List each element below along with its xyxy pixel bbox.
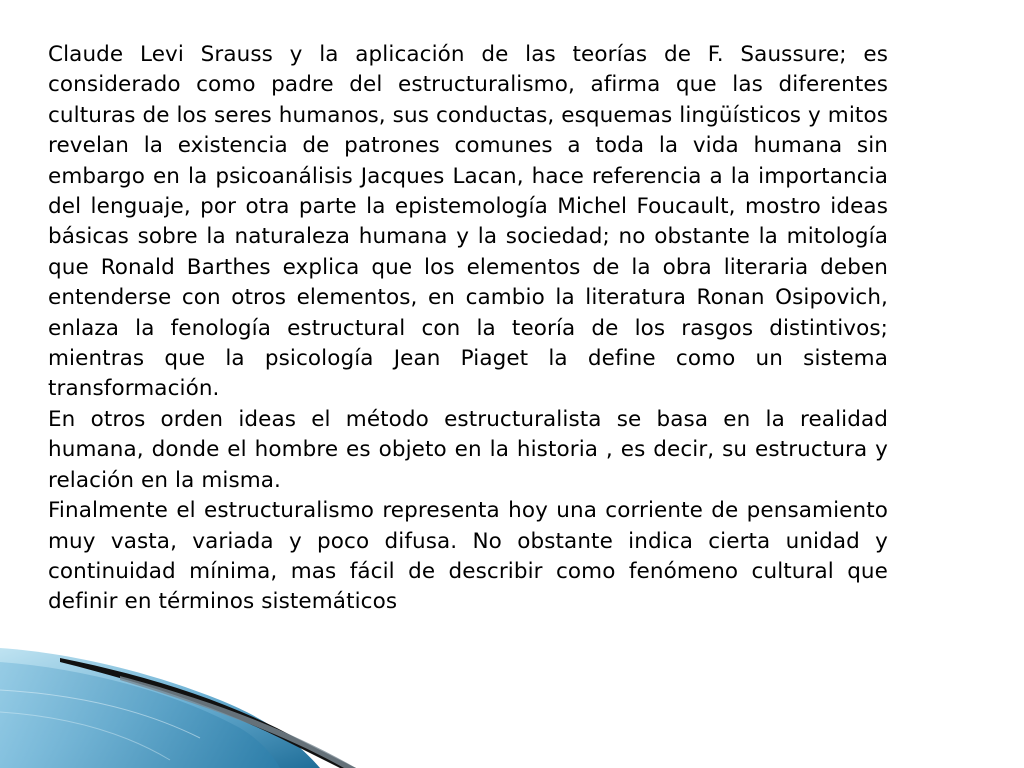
body-text — [48, 40, 888, 618]
dark-diagonal-stripe — [60, 658, 356, 768]
paragraph-1: Claude Levi Srauss y la aplicación de las teorías de F. Saussure; es considerado como padre del estructuralismo, afirma que las diferentes culturas de los seres humanos, sus conductas, esquemas lingüísticos y mitos revelan la existencia de patrones comunes a toda la vida humana sin embargo en la psicoanálisis Jacques Lacan, hace referencia a la importancia del lenguaje, por otra parte la epistemología Michel Foucault, mostro ideas básicas sobre la naturaleza humana y la sociedad; no obstante la mitología que Ronald Barthes explica que los elementos de la obra literaria deben entenderse con otros elementos, en cambio la literatura Ronan Osipovich, enlaza la fenología estructural con la teoría de los rasgos distintivos; mientras que la psicología Jean Piaget la define como un sistema transformación. — [48, 42, 888, 402]
swoosh-texture-line — [0, 690, 200, 738]
paragraph-2: En otros orden ideas el método estructuralista se basa en la realidad humana, donde el hombre es objeto en la historia , es decir, su estructura y relación en la misma. — [48, 406, 888, 493]
blue-swoosh-highlight — [0, 662, 280, 768]
grey-diagonal-stripe — [120, 676, 356, 768]
paragraph-3: Finalmente el estructuralismo representa hoy una corriente de pensamiento muy vasta, variada y poco difusa. No obstante indica cierta unidad y continuidad mínima, mas fácil de describir como fenómeno cultural que definir en términos sistemáticos — [48, 498, 888, 615]
blue-swoosh-shape — [0, 648, 320, 768]
swoosh-texture-line — [0, 712, 170, 760]
